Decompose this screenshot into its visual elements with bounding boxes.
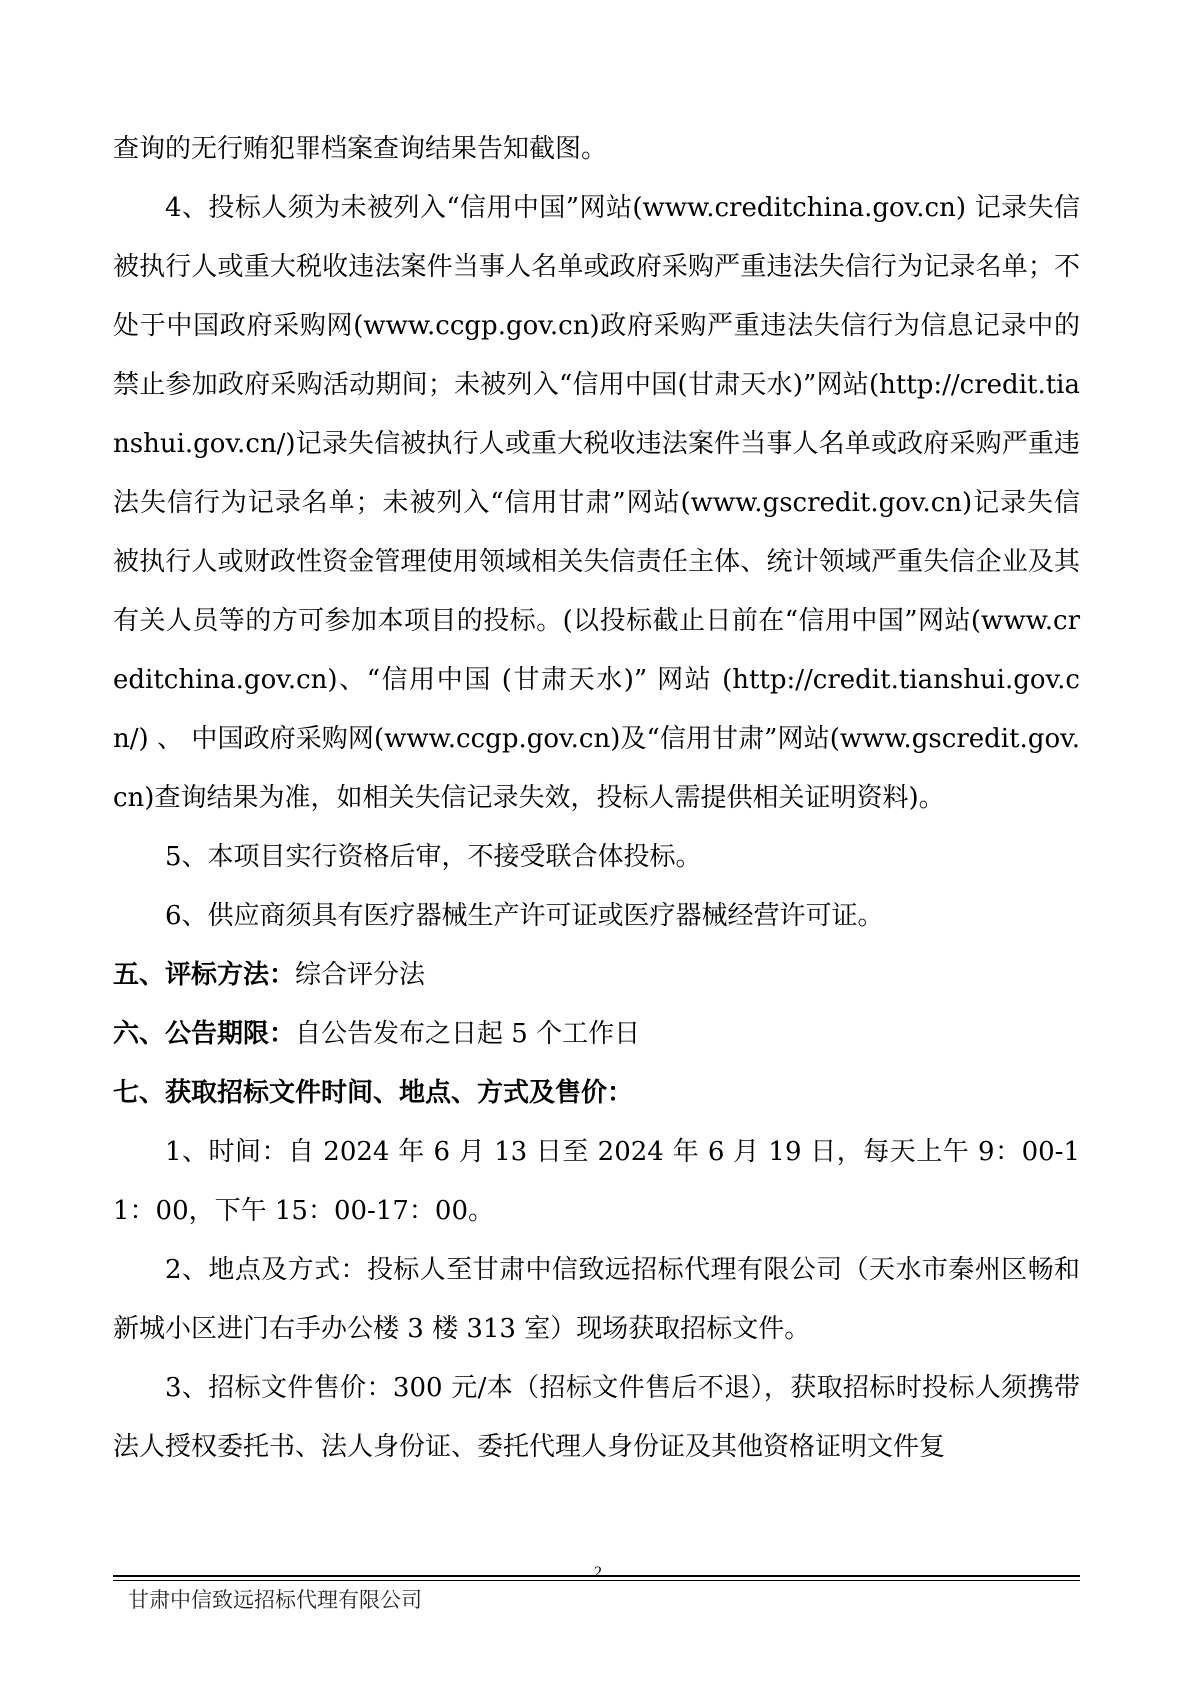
- footer-company-name: 甘肃中信致远招标代理有限公司: [128, 1588, 422, 1612]
- section-eval-method: [113, 946, 1080, 1005]
- paragraph-item-6: 6、供应商须具有医疗器械生产许可证或医疗器械经营许可证。: [165, 901, 884, 931]
- section-eval-label: 五、评标方法：: [113, 960, 296, 990]
- acquire-price-item: 3、招标文件售价：300 元/本（招标文件售后不退），获取招标时投标人须携带法人授权委托书、法人身份证、委托代理人身份证及其他资格证明文件复: [113, 1373, 1080, 1462]
- paragraph-continuation: 查询的无行贿犯罪档案查询结果告知截图。: [113, 134, 608, 164]
- page-number: 2: [594, 1564, 602, 1581]
- section-eval-value: 综合评分法: [295, 960, 426, 990]
- body-text: [113, 120, 1080, 1477]
- paragraph-item-4: 4、投标人须为未被列入“信用中国”网站(www.creditchina.gov.cn) 记录失信被执行人或重大税收违法案件当事人名单或政府采购严重违法失信行为记录名单；不处于中国政府采购网(www.ccgp.gov.cn)政府采购严重违法失信行为信息记录中的禁止参加政府采购活动期间；未被列入“信用中国(甘肃天水)”网站(http://credit.tianshui.gov.cn/)记录失信被执行人或重大税收违法案件当事人名单或政府采购严重违法失信行为记录名单；未被列入“信用甘肃”网站(www.gscredit.gov.cn)记录失信被执行人或财政性资金管理使用领域相关失信责任主体、统计领域严重失信企业及其有关人员等的方可参加本项目的投标。(以投标截止日前在“信用中国”网站(www.creditchina.gov.cn)、“信用中国 (甘肃天水)” 网站 (http://credit.tianshui.gov.cn/) 、 中国政府采购网(www.ccgp.gov.cn)及“信用甘肃”网站(www.gscredit.gov.cn)查询结果为准，如相关失信记录失效，投标人需提供相关证明资料)。: [113, 193, 1080, 813]
- section-announcement-period: [113, 1005, 1080, 1064]
- section-acquire-label: 七、获取招标文件时间、地点、方式及售价：: [113, 1078, 634, 1108]
- acquire-place-item: 2、地点及方式：投标人至甘肃中信致远招标代理有限公司（天水市秦州区畅和新城小区进门右手办公楼 3 楼 313 室）现场获取招标文件。: [113, 1255, 1080, 1344]
- section-period-label: 六、公告期限：: [113, 1019, 296, 1049]
- acquire-time-item: 1、时间：自 2024 年 6 月 13 日至 2024 年 6 月 19 日，每天上午 9：00-11：00，下午 15：00-17：00。: [113, 1137, 1080, 1226]
- paragraph-item-5: 5、本项目实行资格后审，不接受联合体投标。: [165, 842, 702, 872]
- section-acquire-docs: [113, 1064, 1080, 1123]
- section-period-value: 自公告发布之日起 5 个工作日: [295, 1019, 641, 1049]
